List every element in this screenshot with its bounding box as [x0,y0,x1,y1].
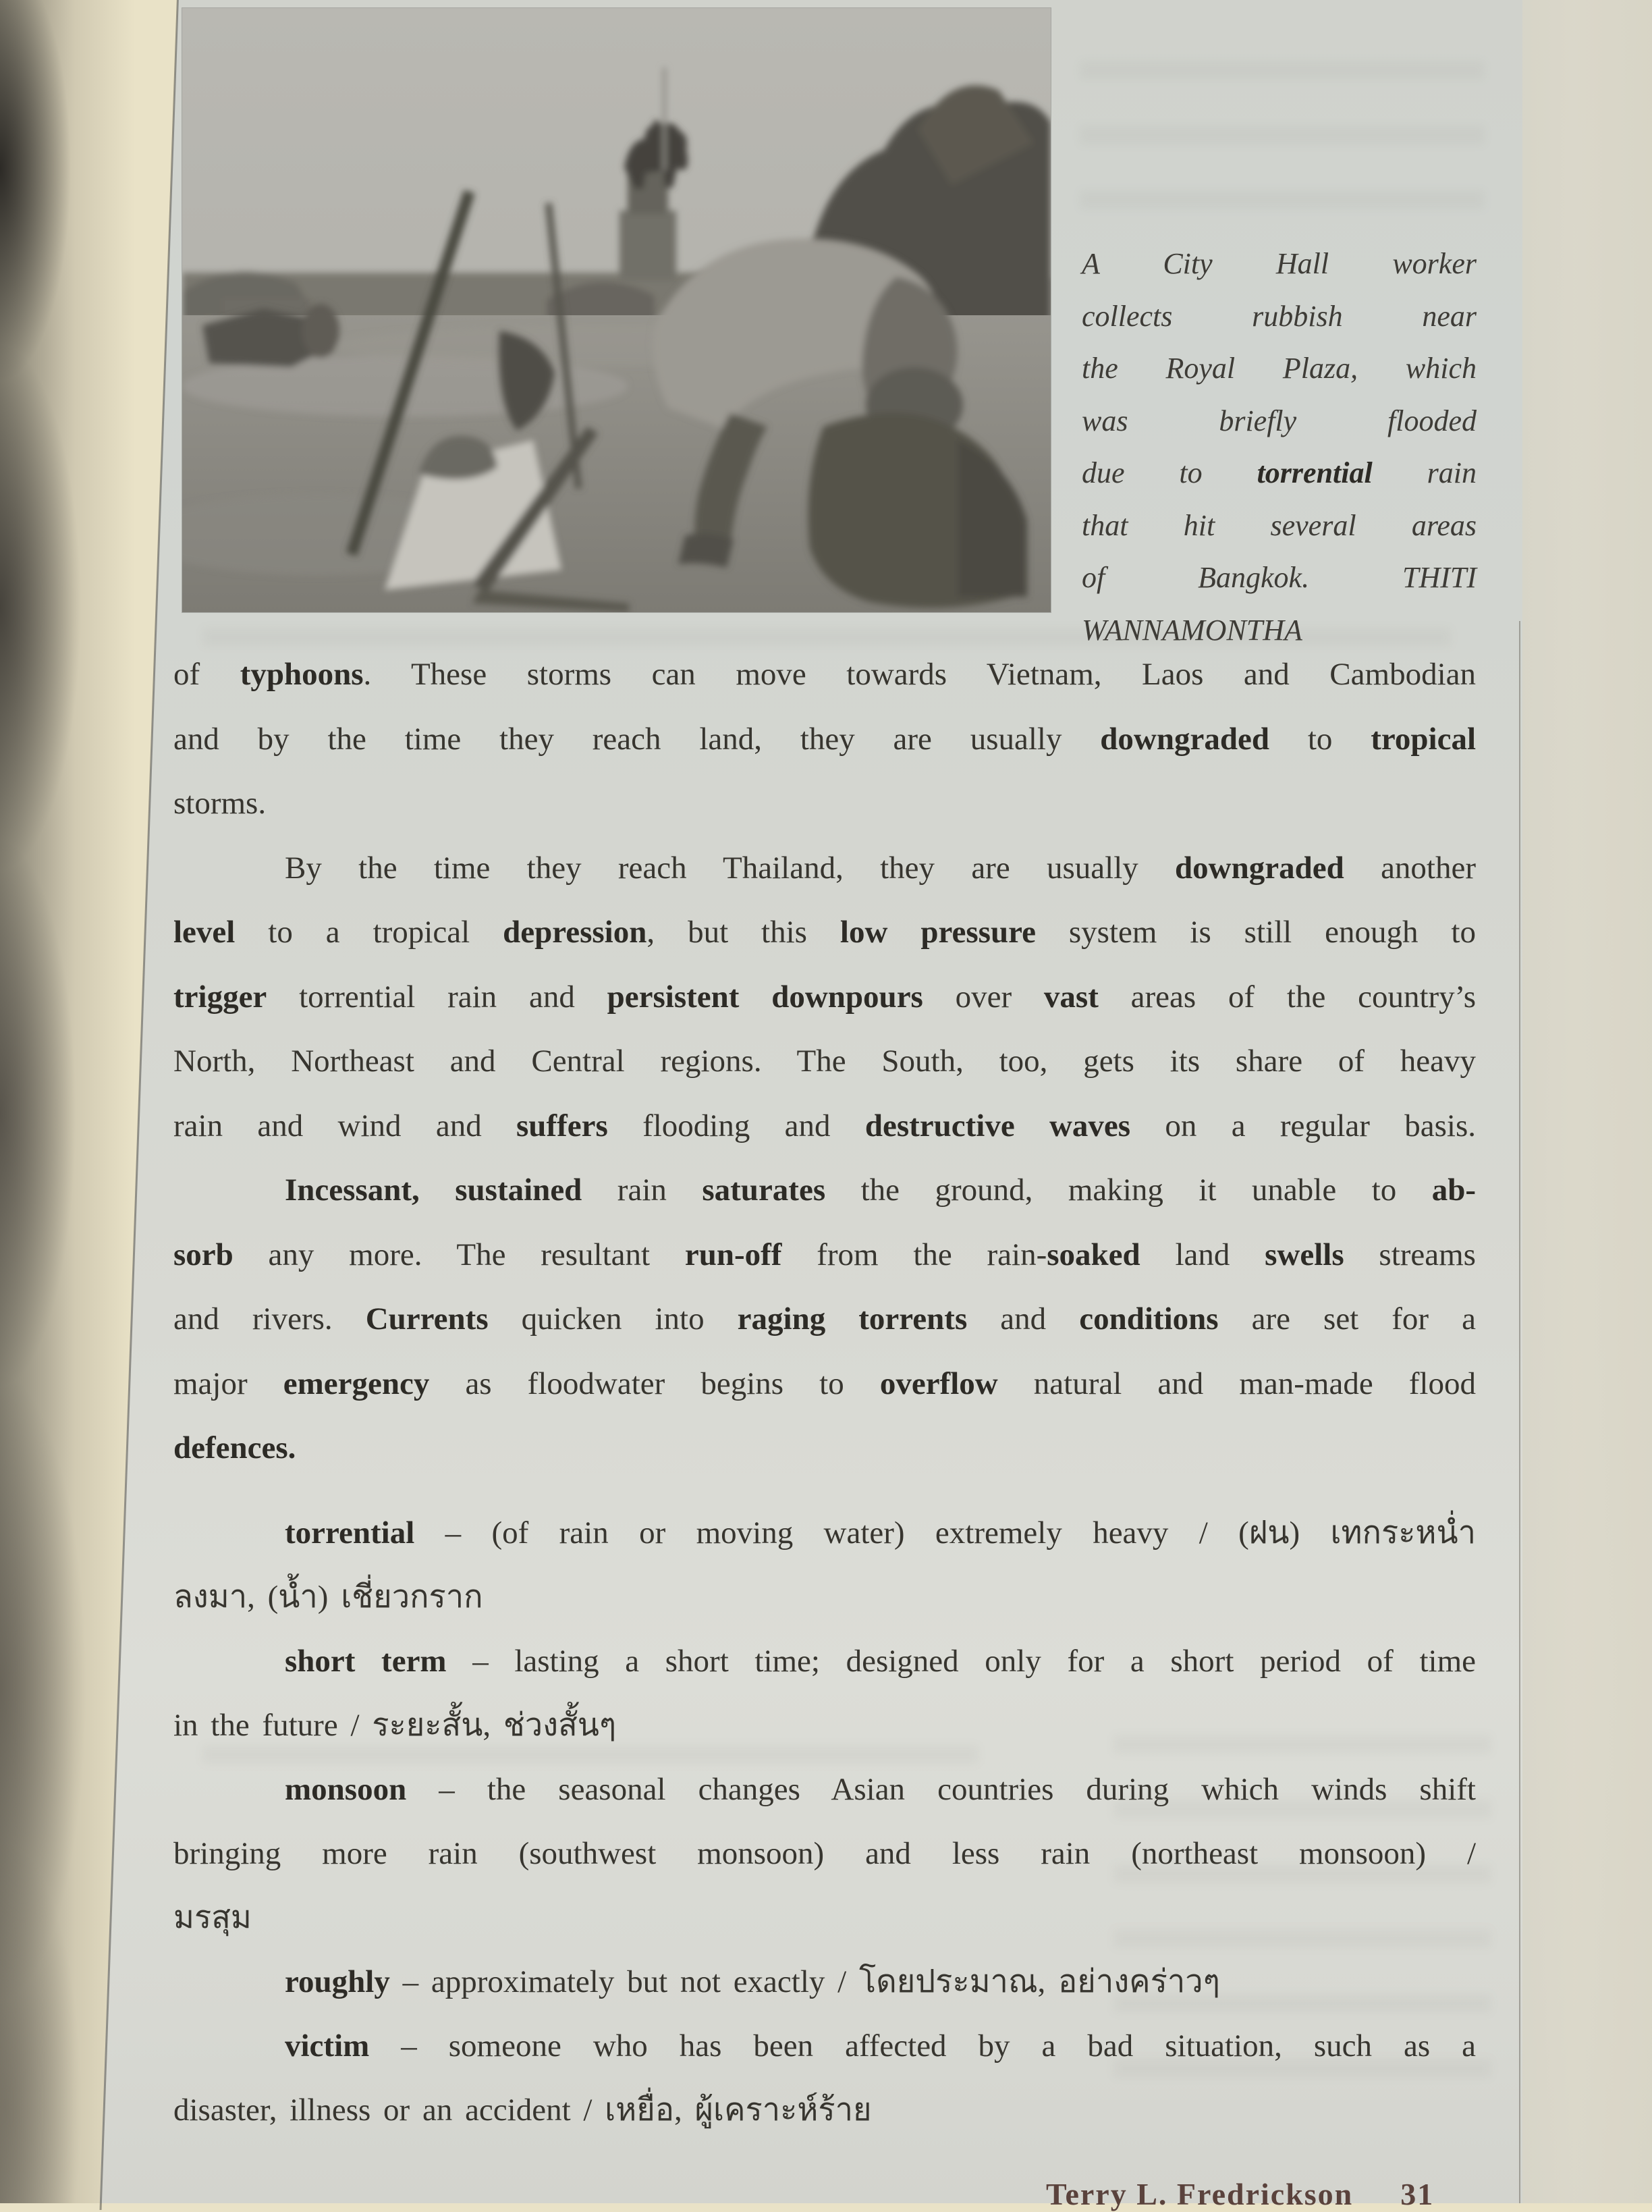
text-line: was briefly flooded [1082,404,1477,437]
text-line: that hit several areas [1082,508,1477,542]
vocabulary-list [173,1501,1476,2142]
page-right-margin [1522,0,1652,2203]
text-line: rain and wind and suffers flooding and destructive waves on a regular basis. [173,1108,1477,1143]
text-line: trigger torrential rain and persistent downpours over vast areas of the country’s [173,979,1477,1015]
page-right-edge [1519,621,1520,2203]
text-line: disaster, illness or an accident / เหยื่อ, ผู้เคราะห์ร้าย [173,2093,872,2128]
text-line: monsoon – the seasonal changes Asian countries during which winds shift [285,1772,1476,1807]
text-line: major emergency as floodwater begins to overflow natural and man-made flood [173,1366,1476,1401]
text-line: มรสุม [173,1900,252,1935]
page-number: 31 [1400,2177,1435,2211]
flood-photo [182,8,1051,612]
text-line: North, Northeast and Central regions. The South, too, gets its share of heavy [173,1044,1476,1079]
text-line: victim – someone who has been affected by a bad situation, such as a [285,2028,1476,2063]
text-line: of Bangkok. THITI [1082,561,1477,594]
text-line: torrential – (of rain or moving water) extremely heavy / (ฝน) เทกระหน่ำ [285,1515,1476,1550]
text-line: A City Hall worker [1082,247,1477,280]
text-line: short term – lasting a short time; designed only for a short period of time [285,1644,1476,1679]
text-line: the Royal Plaza, which [1082,352,1477,385]
text-line: Incessant, sustained rain saturates the ground, making it unable to ab- [285,1172,1476,1208]
text-line: of typhoons. These storms can move towards Vietnam, Laos and Cambodian [173,657,1476,692]
text-line: By the time they reach Thailand, they are usually downgraded another [285,850,1476,886]
text-line: roughly – approximately but not exactly / โดยประมาณ, อย่างคร่าวๆ [285,1964,1220,1999]
page-footer [1046,2176,1434,2212]
text-line: storms. [173,786,267,821]
text-line: sorb any more. The resultant run-off from the rain-soaked land swells streams [173,1237,1476,1272]
author-credit: Terry L. Fredrickson [1046,2177,1354,2211]
text-line: due to torrential rain [1082,456,1477,489]
photo-caption [1082,238,1477,656]
text-line: WANNAMONTHA [1082,613,1302,647]
flood-photo-graphic [182,8,1051,612]
text-line: and rivers. Currents quicken into raging torrents and conditions are set for a [173,1301,1476,1337]
text-line: ลงมา, (น้ำ) เชี่ยวกราก [173,1580,483,1615]
text-line: level to a tropical depression, but this low pressure system is still enough to [173,915,1476,950]
text-line: collects rubbish near [1082,299,1477,333]
article-text [173,643,1476,1481]
text-line: defences. [173,1430,296,1465]
text-line: and by the time they reach land, they are usually downgraded to tropical [173,721,1476,757]
text-line: bringing more rain (southwest monsoon) and less rain (northeast monsoon) / [173,1836,1476,1871]
text-line: in the future / ระยะสั้น, ช่วงสั้นๆ [173,1708,617,1743]
